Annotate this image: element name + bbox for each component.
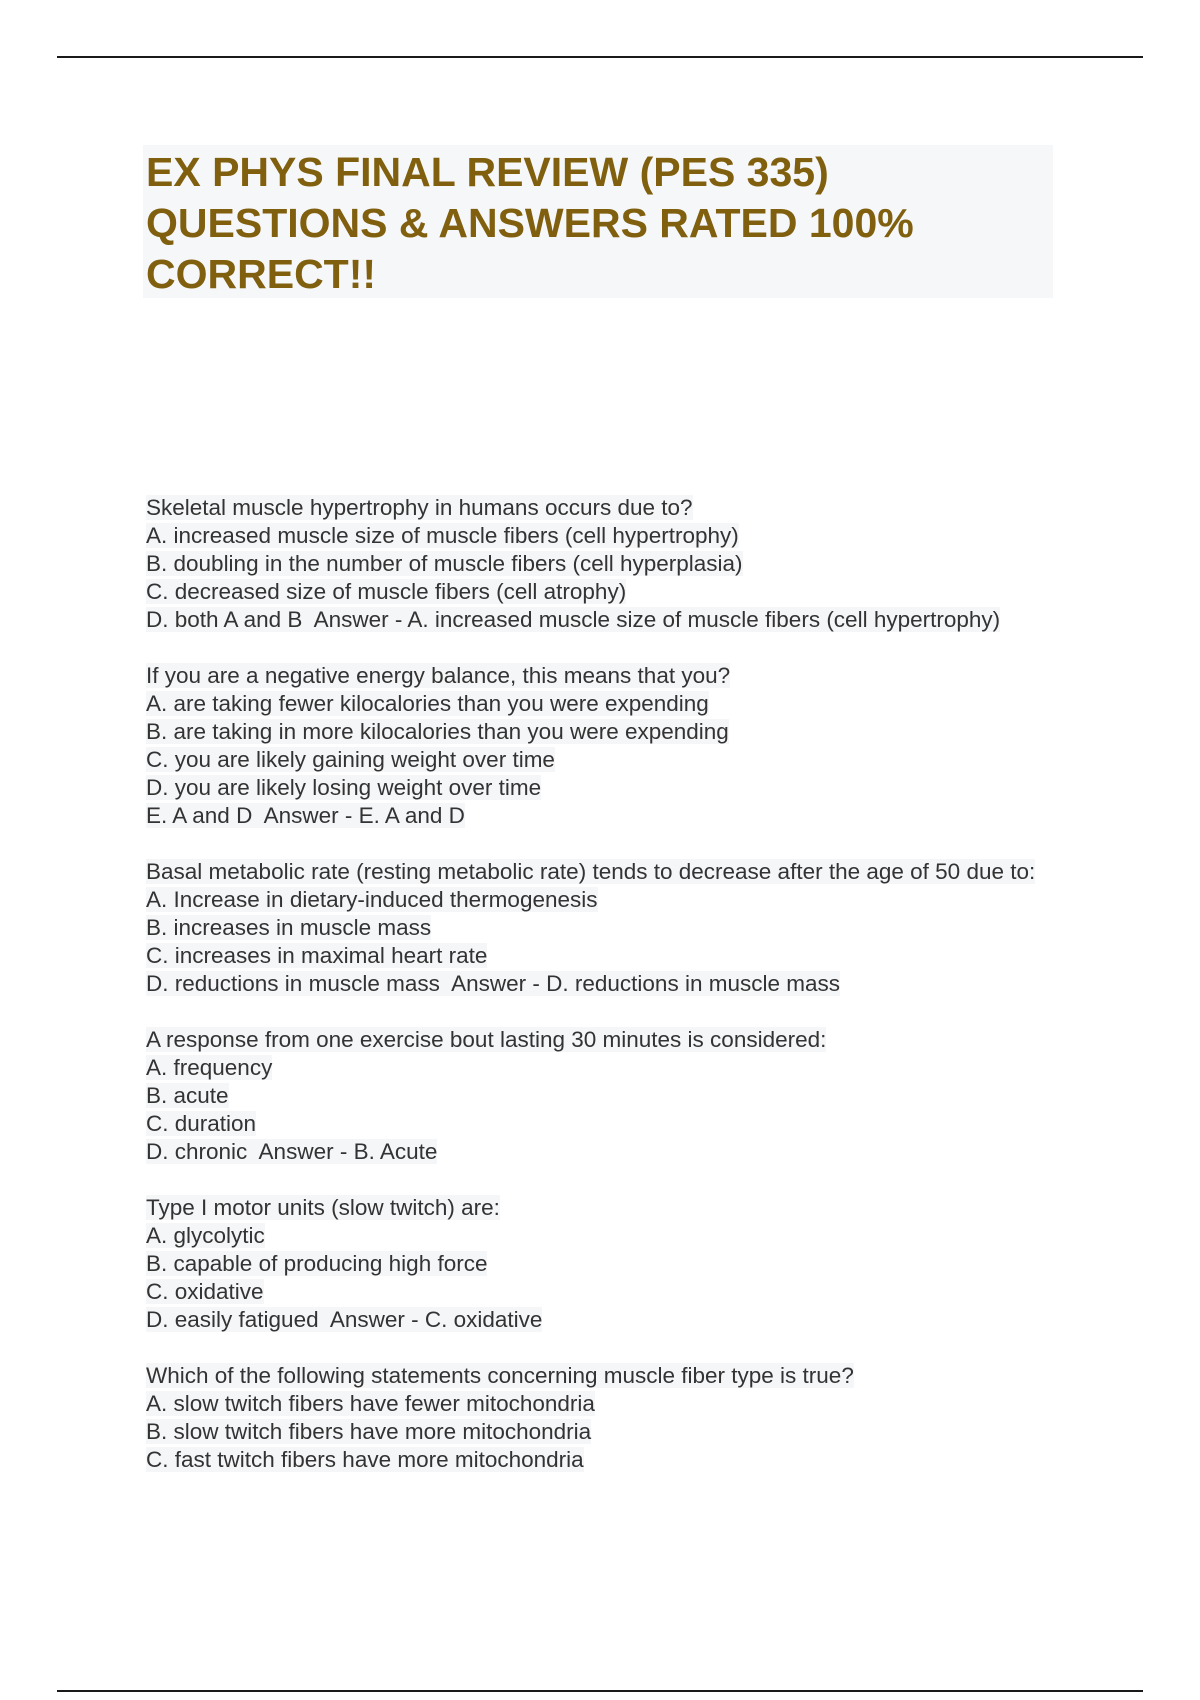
answer-option-with-answer: D. chronic Answer - B. Acute <box>146 1139 438 1164</box>
qa-item <box>146 494 1046 634</box>
answer-option: B. doubling in the number of muscle fibers (cell hyperplasia) <box>146 551 743 576</box>
qa-item <box>146 1362 1046 1474</box>
answer-option: D. you are likely losing weight over time <box>146 775 542 800</box>
answer-option: A. slow twitch fibers have fewer mitochondria <box>146 1391 595 1416</box>
document-title: EX PHYS FINAL REVIEW (PES 335) QUESTIONS & ANSWERS RATED 100% CORRECT!! <box>146 149 914 297</box>
answer-option-with-answer: D. easily fatigued Answer - C. oxidative <box>146 1307 543 1332</box>
header-rule <box>57 56 1143 58</box>
qa-item <box>146 858 1046 998</box>
answer-option: C. increases in maximal heart rate <box>146 943 488 968</box>
answer-option: B. slow twitch fibers have more mitochondria <box>146 1419 592 1444</box>
question-text: Basal metabolic rate (resting metabolic rate) tends to decrease after the age of 50 due to: <box>146 859 1036 884</box>
answer-option: C. decreased size of muscle fibers (cell atrophy) <box>146 579 627 604</box>
answer-option: C. oxidative <box>146 1279 264 1304</box>
question-text: If you are a negative energy balance, this means that you? <box>146 663 731 688</box>
answer-option-with-answer: D. reductions in muscle mass Answer - D. reductions in muscle mass <box>146 971 840 996</box>
answer-option: B. are taking in more kilocalories than you were expending <box>146 719 729 744</box>
answer-option: A. Increase in dietary-induced thermogenesis <box>146 887 598 912</box>
qa-item <box>146 1026 1046 1166</box>
question-text: Skeletal muscle hypertrophy in humans occurs due to? <box>146 495 693 520</box>
answer-option: A. glycolytic <box>146 1223 265 1248</box>
answer-option-with-answer: D. both A and B Answer - A. increased muscle size of muscle fibers (cell hypertrophy) <box>146 607 1001 632</box>
question-text: Type I motor units (slow twitch) are: <box>146 1195 500 1220</box>
answer-option: C. you are likely gaining weight over time <box>146 747 555 772</box>
footer-rule <box>57 1690 1143 1692</box>
qa-list <box>146 494 1046 1502</box>
question-text: Which of the following statements concerning muscle fiber type is true? <box>146 1363 854 1388</box>
answer-option: C. duration <box>146 1111 257 1136</box>
answer-option: B. capable of producing high force <box>146 1251 488 1276</box>
answer-option: B. increases in muscle mass <box>146 915 432 940</box>
answer-option: B. acute <box>146 1083 229 1108</box>
answer-option: A. are taking fewer kilocalories than you were expending <box>146 691 709 716</box>
answer-option-with-answer: E. A and D Answer - E. A and D <box>146 803 465 828</box>
answer-option: C. fast twitch fibers have more mitochondria <box>146 1447 584 1472</box>
answer-option: A. increased muscle size of muscle fibers (cell hypertrophy) <box>146 523 739 548</box>
question-text: A response from one exercise bout lasting 30 minutes is considered: <box>146 1027 827 1052</box>
qa-item <box>146 1194 1046 1334</box>
qa-item <box>146 662 1046 830</box>
answer-option: A. frequency <box>146 1055 273 1080</box>
